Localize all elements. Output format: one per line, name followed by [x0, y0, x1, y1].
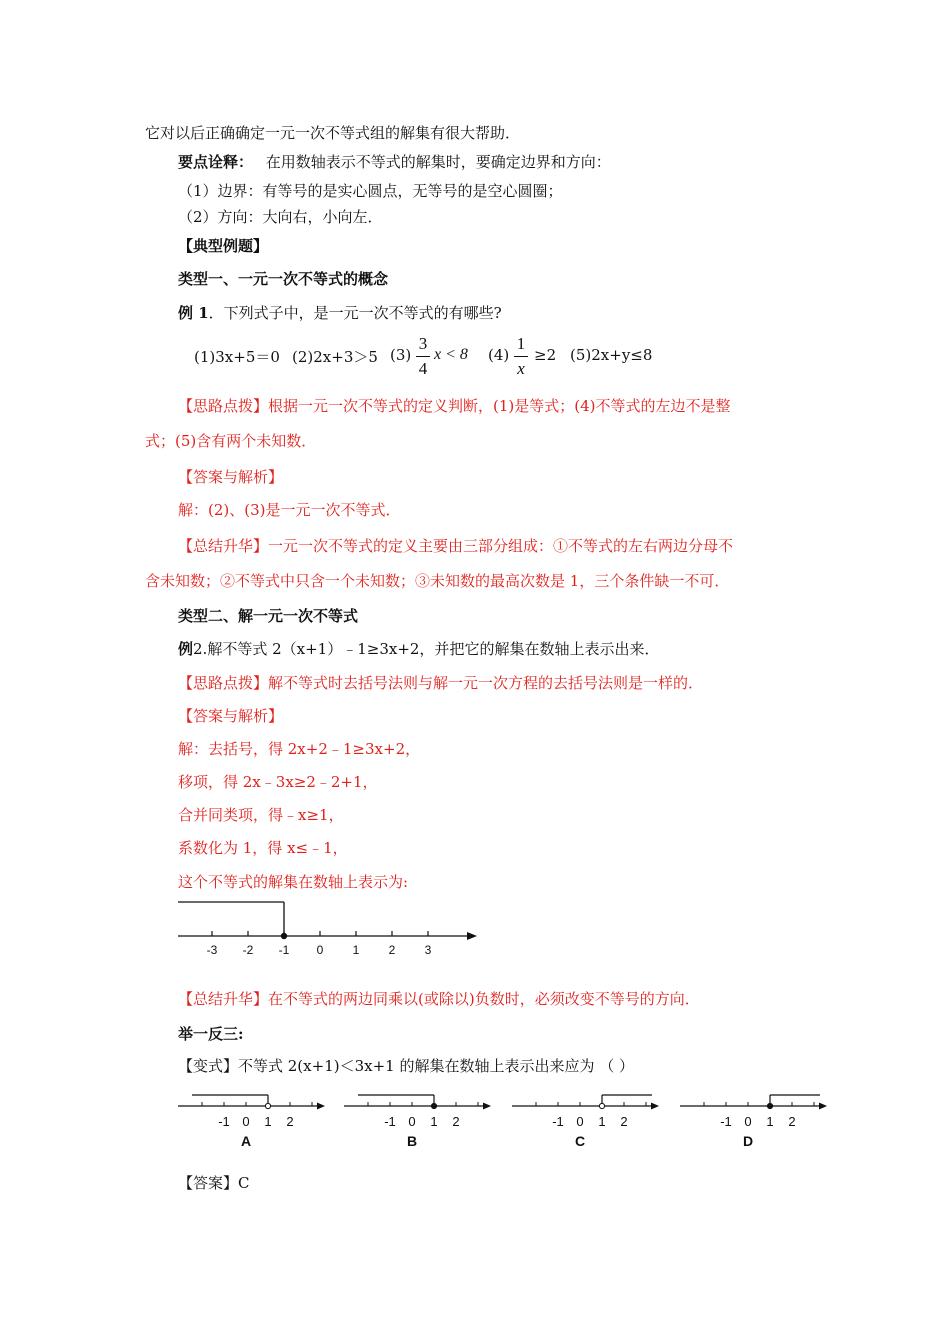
example2-step-1: 解：去括号，得 2x+2﹣1≥3x+2， — [178, 740, 421, 758]
intro-text: 它对以后正确确定一元一次不等式组的解集有很大帮助． — [145, 124, 521, 142]
expr-4-prefix: (4) — [488, 346, 510, 364]
example2-step-3: 合并同类项，得﹣x≥1， — [178, 806, 344, 824]
tick-label: 1 — [766, 1114, 774, 1129]
expr-4-rest: ≥2 — [534, 346, 557, 364]
type2-heading: 类型二、解一元一次不等式 — [178, 607, 359, 625]
key-points — [178, 151, 611, 173]
tick-label: -2 — [242, 943, 254, 957]
option-label: A — [240, 1133, 252, 1149]
tick-label: 0 — [316, 943, 324, 957]
example2-answer-label: 【答案与解析】 — [178, 707, 284, 725]
example1-hint-line1: 【思路点拨】根据一元一次不等式的定义判断，(1)是等式；(4)不等式的左边不是整 — [178, 397, 731, 415]
tick-label: 2 — [788, 1114, 796, 1129]
example1-text: ．下列式子中，是一元一次不等式的有哪些? — [208, 304, 502, 322]
option-label: D — [742, 1133, 754, 1149]
solid-point — [431, 1103, 436, 1108]
tick-label: -1 — [720, 1114, 732, 1129]
expr-1: (1)3x+5＝0 — [194, 348, 280, 366]
tick-label: -1 — [218, 1114, 230, 1129]
example2-hint: 【思路点拨】解不等式时去括号法则与解一元一次方程的去括号法则是一样的． — [178, 674, 704, 692]
example1-hint-line2: 式；(5)含有两个未知数． — [145, 432, 317, 450]
tick-label: 1 — [352, 943, 360, 957]
axis-arrow — [651, 1103, 659, 1110]
example2-step-2: 移项，得 2x﹣3x≥2﹣2+1， — [178, 773, 378, 791]
answer-options — [172, 1090, 836, 1152]
expr-5: (5)2x+y≤8 — [570, 346, 653, 364]
axis-arrow — [317, 1103, 325, 1110]
tick-label: 2 — [286, 1114, 294, 1129]
key-points-text: 在用数轴表示不等式的解集时，要确定边界和方向： — [265, 153, 611, 171]
expr-2: (2)2x+3＞5 — [292, 348, 378, 366]
solution-number-line — [172, 896, 482, 962]
tick-label: 3 — [424, 943, 432, 957]
tick-label: -1 — [278, 943, 290, 957]
tick-label: 2 — [388, 943, 396, 957]
key-point-1: （1）边界：有等号的是实心圆点，无等号的是空心圆圈； — [178, 182, 563, 200]
practice-question: 【变式】不等式 2(x+1)＜3x+1 的解集在数轴上表示出来应为 （ ） — [178, 1057, 635, 1075]
example1-summary-line2: 含未知数；②不等式中只含一个未知数；③未知数的最高次数是 1，三个条件缺一不可． — [145, 572, 730, 590]
key-point-2: （2）方向：大向右，小向左． — [178, 208, 383, 226]
tick-label: -3 — [206, 943, 218, 957]
expr-3-prefix: (3) — [390, 346, 412, 364]
example2-question — [178, 638, 659, 660]
tick-label: 1 — [430, 1114, 438, 1129]
example2-summary: 【总结升华】在不等式的两边同乘以(或除以)负数时，必须改变不等号的方向． — [178, 990, 700, 1008]
option-b-number-line[interactable] — [344, 1095, 491, 1149]
example1-question — [178, 302, 502, 324]
example1-answer: 解：(2)、(3)是一元一次不等式． — [178, 501, 401, 519]
hollow-point — [599, 1103, 604, 1108]
expr-3-rest: x < 8 — [434, 346, 468, 363]
tick-label: 2 — [452, 1114, 460, 1129]
solid-point — [767, 1103, 772, 1108]
option-label: C — [574, 1133, 586, 1149]
tick-label: -1 — [552, 1114, 564, 1129]
axis-arrow — [467, 932, 477, 940]
key-points-label: 要点诠释： — [178, 153, 254, 171]
example1-summary-line1: 【总结升华】一元一次不等式的定义主要由三部分组成：①不等式的左右两边分母不 — [178, 537, 734, 555]
example2-step-5: 这个不等式的解集在数轴上表示为: — [178, 873, 409, 891]
tick-label: 0 — [744, 1114, 752, 1129]
axis-arrow — [819, 1103, 827, 1110]
option-d-number-line[interactable] — [680, 1095, 827, 1149]
type1-heading: 类型一、一元一次不等式的概念 — [178, 270, 389, 288]
example1-label: 例 1 — [178, 304, 209, 322]
expr-3-fraction: 3 4 — [416, 334, 430, 379]
example1-answer-label: 【答案与解析】 — [178, 468, 284, 486]
option-label: B — [406, 1133, 418, 1149]
tick-label: 0 — [408, 1114, 416, 1129]
practice-heading: 举一反三: — [178, 1025, 244, 1043]
option-c-number-line[interactable] — [512, 1095, 659, 1149]
option-a-number-line[interactable] — [178, 1095, 325, 1149]
solid-point — [281, 933, 287, 939]
tick-label: 0 — [242, 1114, 250, 1129]
expr-4-fraction: 1 x — [514, 334, 528, 379]
section-heading: 【典型例题】 — [178, 237, 269, 255]
example2-step-4: 系数化为 1，得 x≤﹣1， — [178, 839, 348, 857]
practice-answer: 【答案】C — [178, 1174, 250, 1192]
hollow-point — [265, 1103, 270, 1108]
example2-label: 例 — [178, 640, 194, 658]
tick-label: 0 — [576, 1114, 584, 1129]
axis-arrow — [483, 1103, 491, 1110]
tick-label: 2 — [620, 1114, 628, 1129]
tick-label: 1 — [264, 1114, 272, 1129]
tick-label: -1 — [384, 1114, 396, 1129]
example2-text: 2.解不等式 2（x+1）﹣1≥3x+2，并把它的解集在数轴上表示出来． — [193, 640, 660, 658]
tick-label: 1 — [598, 1114, 606, 1129]
